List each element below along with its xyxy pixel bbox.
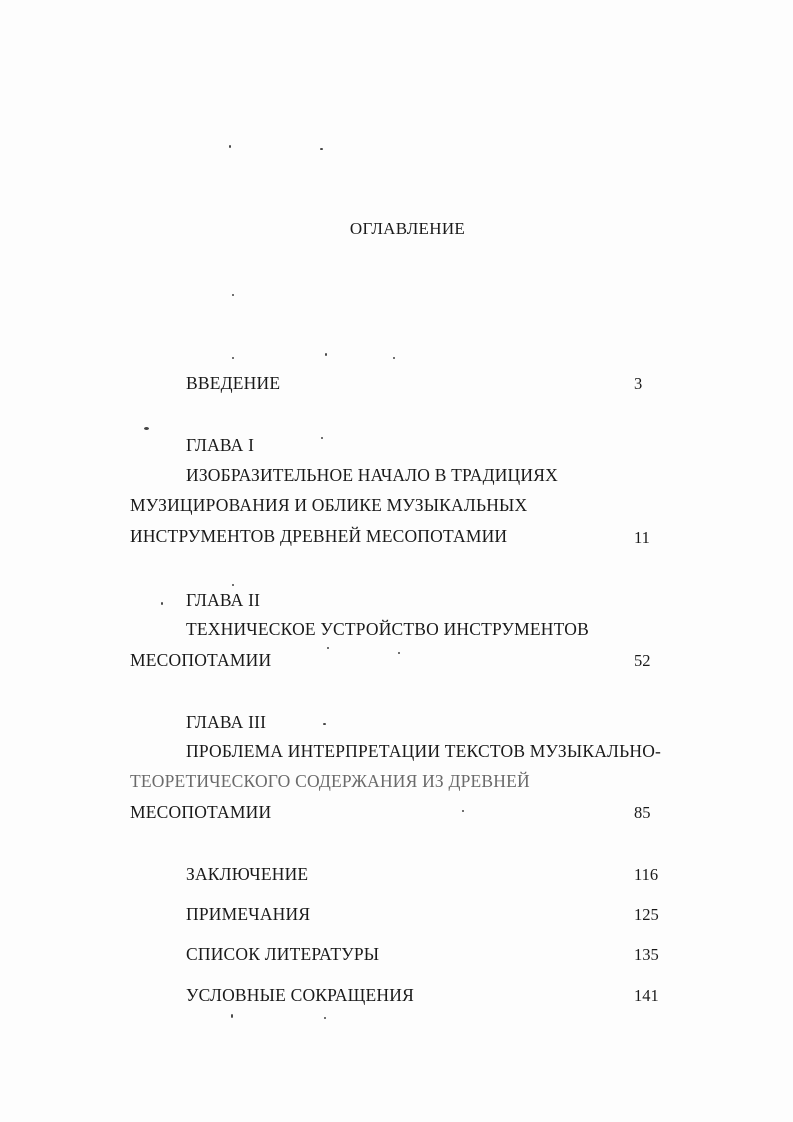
chapter3-heading: ГЛАВА III	[186, 712, 267, 732]
chapter3-title-line2: ТЕОРЕТИЧЕСКОГО СОДЕРЖАНИЯ ИЗ ДРЕВНЕЙ	[130, 771, 530, 791]
scan-speck	[323, 723, 326, 725]
scan-speck	[327, 647, 329, 649]
toc-title: ОГЛАВЛЕНИЕ	[349, 219, 466, 238]
chapter2-title-line1: ТЕХНИЧЕСКОЕ УСТРОЙСТВО ИНСТРУМЕНТОВ	[186, 619, 589, 639]
toc-entry-abbreviations: УСЛОВНЫЕ СОКРАЩЕНИЯ	[186, 985, 414, 1005]
toc-page-chapter2: 52	[634, 651, 651, 670]
chapter1-title-line3: ИНСТРУМЕНТОВ ДРЕВНЕЙ МЕСОПОТАМИИ	[130, 526, 508, 546]
chapter1-heading: ГЛАВА I	[186, 435, 255, 455]
toc-page-notes: 125	[634, 905, 659, 924]
chapter1-title-line1: ИЗОБРАЗИТЕЛЬНОЕ НАЧАЛО В ТРАДИЦИЯХ	[186, 465, 558, 485]
scan-speck	[144, 427, 149, 430]
scan-speck	[398, 652, 400, 654]
toc-entry-conclusion: ЗАКЛЮЧЕНИЕ	[186, 864, 309, 884]
toc-entry-introduction: ВВЕДЕНИЕ	[186, 373, 281, 393]
scan-speck	[462, 810, 464, 812]
scan-speck	[229, 145, 231, 148]
toc-page-chapter3: 85	[634, 803, 651, 822]
scan-speck	[231, 1014, 233, 1018]
chapter3-title-line3: МЕСОПОТАМИИ	[130, 802, 272, 822]
toc-entry-notes: ПРИМЕЧАНИЯ	[186, 904, 311, 924]
scan-speck	[232, 357, 234, 359]
chapter1-title-line2: МУЗИЦИРОВАНИЯ И ОБЛИКЕ МУЗЫКАЛЬНЫХ	[130, 495, 528, 515]
toc-page-chapter1: 11	[634, 528, 650, 547]
toc-page-introduction: 3	[634, 374, 643, 393]
toc-page-bibliography: 135	[634, 945, 659, 964]
chapter3-title-line1: ПРОБЛЕМА ИНТЕРПРЕТАЦИИ ТЕКСТОВ МУЗЫКАЛЬНО-	[186, 741, 662, 761]
scan-speck	[325, 353, 327, 356]
chapter2-title-line2: МЕСОПОТАМИИ	[130, 650, 272, 670]
chapter2-heading: ГЛАВА II	[186, 590, 261, 610]
scan-speck	[393, 357, 395, 359]
toc-page-conclusion: 116	[634, 865, 659, 884]
scan-speck	[161, 602, 163, 605]
scan-speck	[321, 437, 323, 439]
scan-speck	[320, 148, 323, 150]
scan-speck	[232, 294, 234, 296]
scan-speck	[232, 584, 234, 586]
scan-speck	[324, 1017, 326, 1019]
toc-page-abbreviations: 141	[634, 986, 659, 1005]
toc-entry-bibliography: СПИСОК ЛИТЕРАТУРЫ	[186, 944, 380, 964]
